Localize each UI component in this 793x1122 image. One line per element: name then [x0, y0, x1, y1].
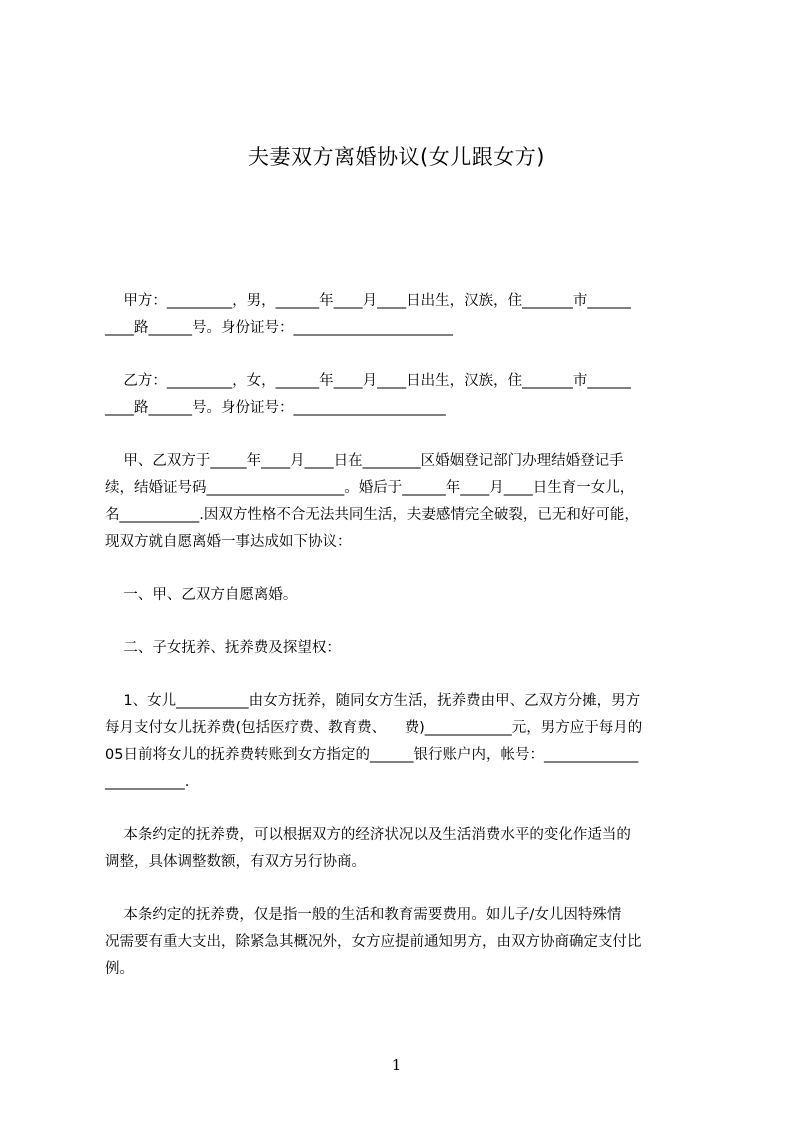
- paragraph-line: ___________.: [105, 774, 190, 790]
- section-heading: 一、甲、乙双方自愿离婚。: [105, 587, 298, 603]
- paragraph-line: 本条约定的抚养费，可以根据双方的经济状况以及生活消费水平的变化作适当的: [105, 827, 631, 843]
- paragraph-line: 名___________.因双方性格不合无法共同生活，夫妻感情完全破裂，已无和好可能，: [105, 507, 639, 523]
- paragraph-line: ____路______号。身份证号：_____________________: [105, 400, 446, 416]
- paragraph-line: 每月支付女儿抚养费(包括医疗费、教育费、 费)____________元，男方应于每月的: [105, 720, 643, 736]
- paragraph-line: 调整，具体调整数额，有双方另行协商。: [105, 854, 366, 870]
- paragraph-line: 甲方：_________，男，______年____月____日出生，汉族，住_______市______: [105, 293, 631, 309]
- document-title: 夫妻双方离婚协议(女儿跟女方): [248, 145, 545, 169]
- section-heading: 二、子女抚养、抚养费及探望权：: [105, 640, 341, 656]
- paragraph-line: 例。: [105, 961, 134, 977]
- paragraph-line: 1、女儿__________由女方抚养，随同女方生活，抚养费由甲、乙双方分摊，男方: [105, 693, 641, 709]
- paragraph-line: 05日前将女儿的抚养费转账到女方指定的______银行账户内，帐号：_____________: [105, 747, 639, 763]
- paragraph-line: ____路______号。身份证号：______________________: [105, 320, 453, 336]
- paragraph-line: 况需要有重大支出，除紧急其概况外，女方应提前通知男方，由双方协商确定支付比: [105, 934, 642, 950]
- paragraph-line: 本条约定的抚养费，仅是指一般的生活和教育需要费用。如儿子/女儿因特殊情: [105, 907, 622, 923]
- paragraph-line: 乙方：_________，女，______年____月____日出生，汉族，住_______市______: [105, 373, 631, 389]
- paragraph-line: 现双方就自愿离婚一事达成如下协议：: [105, 534, 352, 550]
- paragraph-line: 续，结婚证号码___________________。婚后于______年____月____日生育一女儿，: [105, 480, 635, 496]
- paragraph-line: 甲、乙双方于_____年____月____日在________区婚姻登记部门办理结婚登记手: [105, 453, 624, 469]
- page-number: 1: [391, 1056, 402, 1074]
